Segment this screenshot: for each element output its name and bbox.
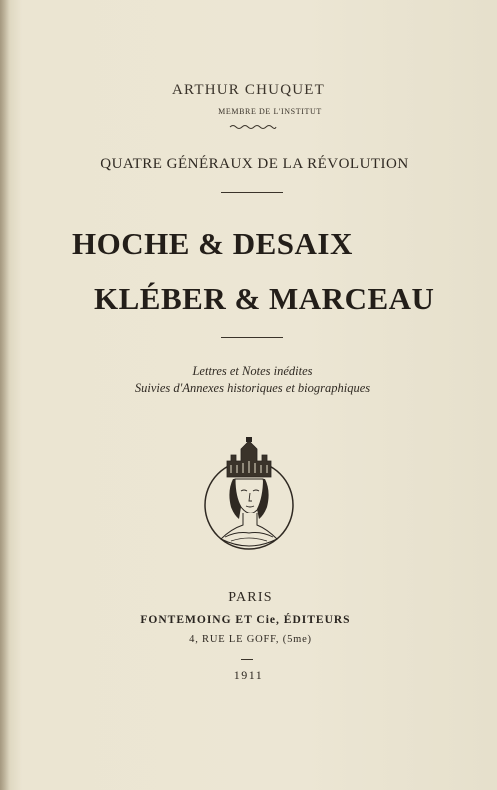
- imprint-city: PARIS: [228, 590, 273, 605]
- divider-rule: [221, 337, 283, 338]
- wave-ornament-icon: [229, 123, 277, 131]
- series-title: QUATRE GÉNÉRAUX DE LA RÉVOLUTION: [100, 156, 409, 172]
- author-name: ARTHUR CHUQUET: [172, 82, 325, 98]
- imprint-address: 4, RUE LE GOFF, (5me): [189, 634, 312, 645]
- imprint-year: 1911: [233, 668, 264, 682]
- author-affiliation: MEMBRE DE L'INSTITUT: [218, 107, 322, 116]
- marianne-crowned-head-icon: [201, 435, 297, 553]
- book-title-line-2: KLÉBER & MARCEAU: [94, 281, 435, 316]
- imprint-publisher: FONTEMOING ET Cie, ÉDITEURS: [140, 614, 351, 626]
- divider-dash: [241, 659, 253, 660]
- subtitle-line-1: Lettres et Notes inédites: [192, 364, 313, 378]
- subtitle-line-2: Suivies d'Annexes historiques et biographiques: [134, 381, 371, 395]
- book-title-line-1: HOCHE & DESAIX: [72, 226, 353, 261]
- divider-rule: [221, 192, 283, 193]
